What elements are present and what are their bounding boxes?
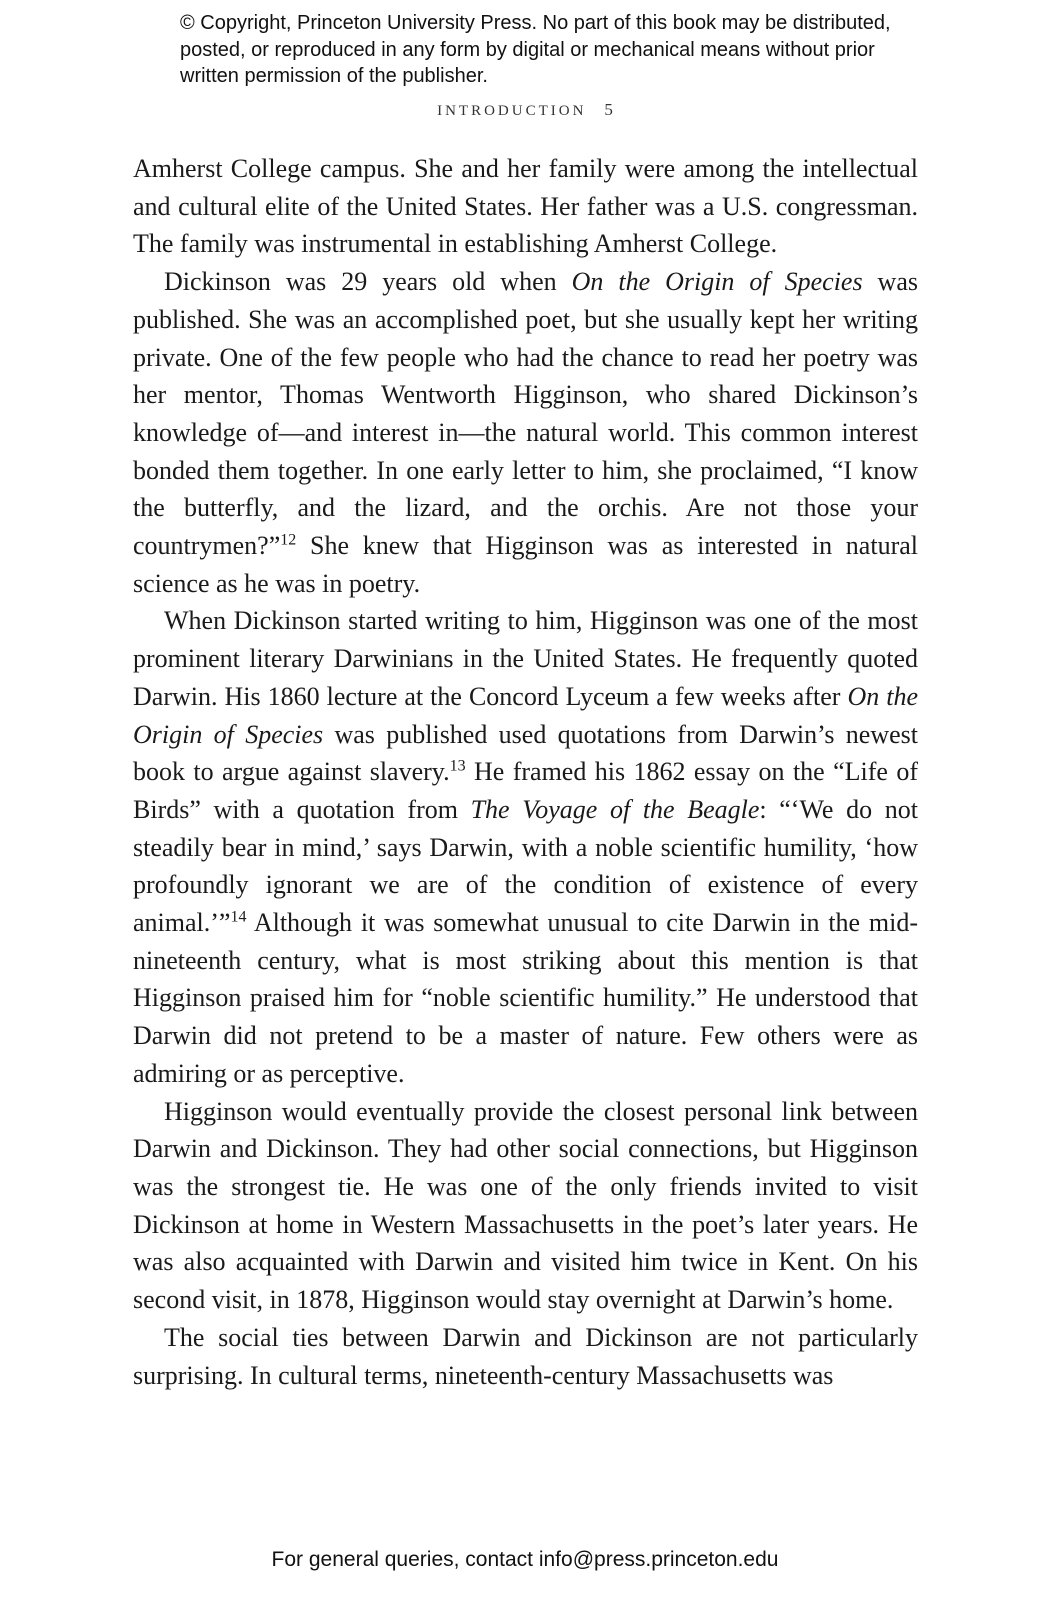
text-run: Dickinson was 29 years old when	[164, 267, 572, 297]
text-run: was published. She was an accomplished poet, but she usually kept her writing private. One of the few people who had the chance to read her poetry was her mentor, Thomas Wentworth Higginson, who shared Dickinson’s knowledge of—and interest in—the natural world. This common interest bonded them together. In one early letter to him, she proclaimed, “I know the butterfly, and the lizard, and the orchis. Are not those your countrymen?”	[133, 267, 918, 561]
book-title: The Voyage of the Beagle	[470, 794, 760, 824]
copyright-notice: © Copyright, Princeton University Press. No part of this book may be distributed, posted, or reproduced in any form by digital or mechanical means without prior written permission of the publisher.	[180, 12, 891, 87]
footnote-ref-12[interactable]: 12	[280, 531, 297, 549]
paragraph-1: Amherst College campus. She and her family were among the intellectual and cultural elite of the United States. Her father was a U.S. congressman. The family was instrumental in establishing Amherst College.	[133, 154, 918, 259]
text-run: She knew that Higginson was as interested in natural science as he was in poetry.	[133, 531, 918, 598]
paragraph-2	[133, 263, 918, 602]
running-head	[0, 100, 1050, 120]
footer-contact: For general queries, contact info@press.princeton.edu	[271, 1548, 779, 1571]
text-run: was published used quotations from Darwin’s newest book to argue against slavery.	[133, 719, 918, 787]
footnote-ref-13[interactable]: 13	[449, 757, 466, 775]
text-run: Although it was somewhat unusual to cite Darwin in the mid-nineteenth century, what is most striking about this mention is that Higginson praised him for “noble scientific humility.” He understood that Darwin did not pretend to be a master of nature. Few others were as admiring or as perceptive.	[133, 908, 918, 1088]
book-title: On the Origin of Species	[133, 681, 918, 749]
paragraph-5: The social ties between Darwin and Dickinson are not particularly surprising. In cultural terms, nineteenth-century Massachusetts was	[133, 1322, 918, 1390]
book-title: On the Origin of Species	[571, 267, 863, 297]
body-text	[133, 150, 918, 1394]
text-run: : “‘We do not steadily bear in mind,’ says Darwin, with a noble scientific humility, ‘how profoundly ignorant we are of the condition of existence of every animal.’”	[133, 794, 918, 938]
paragraph-4: Higginson would eventually provide the closest personal link between Darwin and Dickinson. They had other social connections, but Higginson was the strongest tie. He was one of the only friends invited to visit Dickinson at home in Western Massachusetts in the poet’s later years. He was also acquainted with Darwin and visited him twice in Kent. On his second visit, in 1878, Higginson would stay overnight at Darwin’s home.	[133, 1096, 918, 1315]
text-run: He framed his 1862 essay on the “Life of Birds” with a quotation from	[133, 757, 918, 824]
paragraph-3	[133, 602, 918, 1092]
footnote-ref-14[interactable]: 14	[230, 908, 247, 926]
section-title: INTRODUCTION	[437, 103, 587, 119]
page-number: 5	[604, 100, 613, 119]
text-run: When Dickinson started writing to him, Higginson was one of the most prominent literary Darwinians in the United States. He frequently quoted Darwin. His 1860 lecture at the Concord Lyceum a few weeks after	[133, 606, 918, 711]
